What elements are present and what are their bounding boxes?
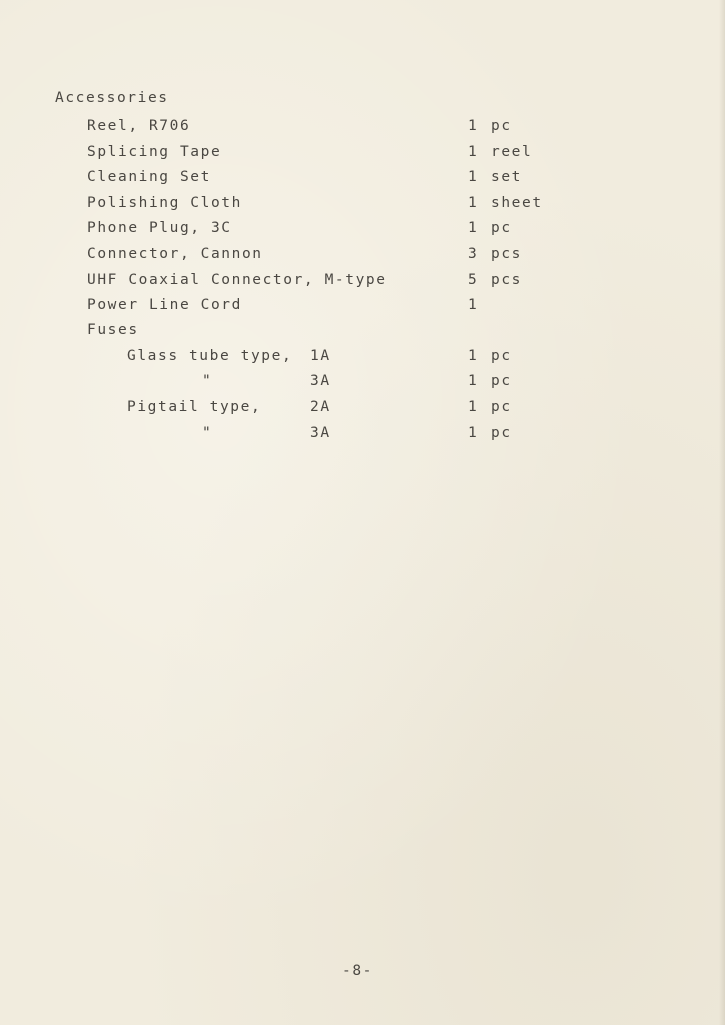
list-item-unit: reel	[491, 144, 533, 160]
fuses-label: Fuses	[87, 322, 139, 338]
list-item-qty: 1	[468, 297, 479, 313]
fuse-type: Glass tube type,	[127, 348, 293, 364]
list-item-qty: 1	[468, 144, 479, 160]
list-item-qty: 1	[468, 169, 479, 185]
fuse-unit: pc	[491, 399, 512, 415]
list-item-qty: 1	[468, 195, 479, 211]
page-edge-shadow	[719, 0, 725, 1025]
list-item-qty: 1	[468, 118, 479, 134]
fuse-rating: 2A	[310, 399, 331, 415]
list-item-name: Cleaning Set	[87, 169, 211, 185]
fuse-type: Pigtail type,	[127, 399, 262, 415]
list-item-unit: pc	[491, 118, 512, 134]
fuse-qty: 1	[468, 373, 479, 389]
list-item-qty: 3	[468, 246, 479, 262]
fuse-qty: 1	[468, 425, 479, 441]
section-heading: Accessories	[55, 90, 169, 106]
list-item-name: Power Line Cord	[87, 297, 242, 313]
list-item-unit: pc	[491, 220, 512, 236]
fuse-type-ditto: "	[202, 373, 213, 389]
fuse-type-ditto: "	[202, 425, 213, 441]
page-number: -8-	[342, 963, 373, 979]
list-item-unit: pcs	[491, 246, 522, 262]
list-item-qty: 1	[468, 220, 479, 236]
list-item-name: Reel, R706	[87, 118, 191, 134]
list-item-qty: 5	[468, 272, 479, 288]
list-item-name: Connector, Cannon	[87, 246, 263, 262]
fuse-rating: 3A	[310, 373, 331, 389]
fuse-rating: 1A	[310, 348, 331, 364]
list-item-name: Splicing Tape	[87, 144, 222, 160]
fuse-unit: pc	[491, 348, 512, 364]
fuse-qty: 1	[468, 348, 479, 364]
list-item-name: UHF Coaxial Connector, M-type	[87, 272, 387, 288]
fuse-unit: pc	[491, 373, 512, 389]
list-item-name: Polishing Cloth	[87, 195, 242, 211]
list-item-unit: set	[491, 169, 522, 185]
list-item-unit: sheet	[491, 195, 543, 211]
fuse-qty: 1	[468, 399, 479, 415]
list-item-name: Phone Plug, 3C	[87, 220, 232, 236]
fuse-rating: 3A	[310, 425, 331, 441]
list-item-unit: pcs	[491, 272, 522, 288]
fuse-unit: pc	[491, 425, 512, 441]
